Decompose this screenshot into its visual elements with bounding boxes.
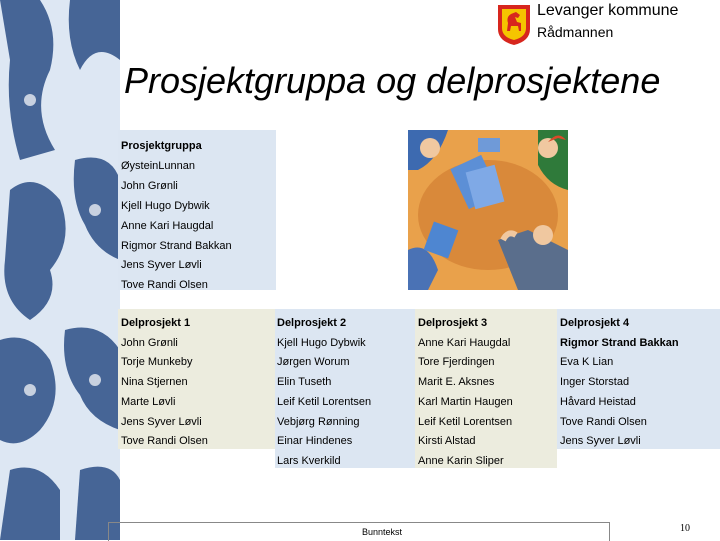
- table-cell: John Grønli: [121, 337, 178, 349]
- table-cell: Nina Stjernen: [121, 376, 188, 388]
- horse-shield-icon: [496, 3, 532, 47]
- table-cell: Elin Tuseth: [277, 376, 332, 388]
- prosjektgruppa-member: ØysteinLunnan: [121, 160, 195, 172]
- side-decoration: [0, 0, 120, 540]
- table-cell: Lars Kverkild: [277, 455, 341, 467]
- table-cell: Anne Kari Haugdal: [418, 337, 511, 349]
- table-cell: Kjell Hugo Dybwik: [277, 337, 366, 349]
- table-cell: Kirsti Alstad: [418, 435, 476, 447]
- prosjektgruppa-heading: Prosjektgruppa: [121, 140, 202, 152]
- prosjektgruppa-member: Anne Kari Haugdal: [121, 220, 214, 232]
- delprosjekt-2-heading: Delprosjekt 2: [277, 317, 347, 329]
- prosjektgruppa-member: Rigmor Strand Bakkan: [121, 240, 232, 252]
- footer-text: Bunntekst: [362, 527, 403, 537]
- table-cell: Vebjørg Rønning: [277, 416, 360, 428]
- table-cell: Leif Ketil Lorentsen: [418, 416, 513, 428]
- prosjektgruppa-member: Kjell Hugo Dybwik: [121, 200, 210, 212]
- org-department: Rådmannen: [537, 24, 614, 40]
- table-cell: Jens Syver Løvli: [560, 435, 641, 447]
- table-cell: Håvard Heistad: [560, 396, 636, 408]
- table-cell: Marte Løvli: [121, 396, 176, 408]
- footer-area: [108, 522, 610, 541]
- table-cell: Torje Munkeby: [121, 356, 193, 368]
- table-cell: Anne Karin Sliper: [418, 455, 504, 467]
- table-cell: Einar Hindenes: [277, 435, 353, 447]
- table-cell: Karl Martin Haugen: [418, 396, 513, 408]
- table-cell: Rigmor Strand Bakkan: [560, 337, 679, 349]
- table-cell: Tove Randi Olsen: [121, 435, 208, 447]
- org-name: Levanger kommune: [537, 2, 679, 19]
- horse-pattern-icon: [0, 0, 120, 540]
- table-cell: Tove Randi Olsen: [560, 416, 647, 428]
- table-cell: Eva K Lian: [560, 356, 614, 368]
- page-title: Prosjektgruppa og delprosjektene: [124, 60, 661, 101]
- delprosjekt-3-heading: Delprosjekt 3: [418, 317, 488, 329]
- prosjektgruppa-member: Tove Randi Olsen: [121, 279, 208, 291]
- page-number: 10: [680, 523, 690, 534]
- table-cell: Jens Syver Løvli: [121, 416, 202, 428]
- delprosjekt-1-heading: Delprosjekt 1: [121, 317, 191, 329]
- table-cell: Jørgen Worum: [277, 356, 350, 368]
- table-cell: Marit E. Aksnes: [418, 376, 495, 388]
- prosjektgruppa-member: Jens Syver Løvli: [121, 259, 202, 271]
- prosjektgruppa-member: John Grønli: [121, 180, 178, 192]
- table-cell: Leif Ketil Lorentsen: [277, 396, 372, 408]
- people-meeting-icon: [408, 130, 568, 290]
- table-cell: Tore Fjerdingen: [418, 356, 495, 368]
- table-cell: Inger Storstad: [560, 376, 630, 388]
- delprosjekt-4-heading: Delprosjekt 4: [560, 317, 630, 329]
